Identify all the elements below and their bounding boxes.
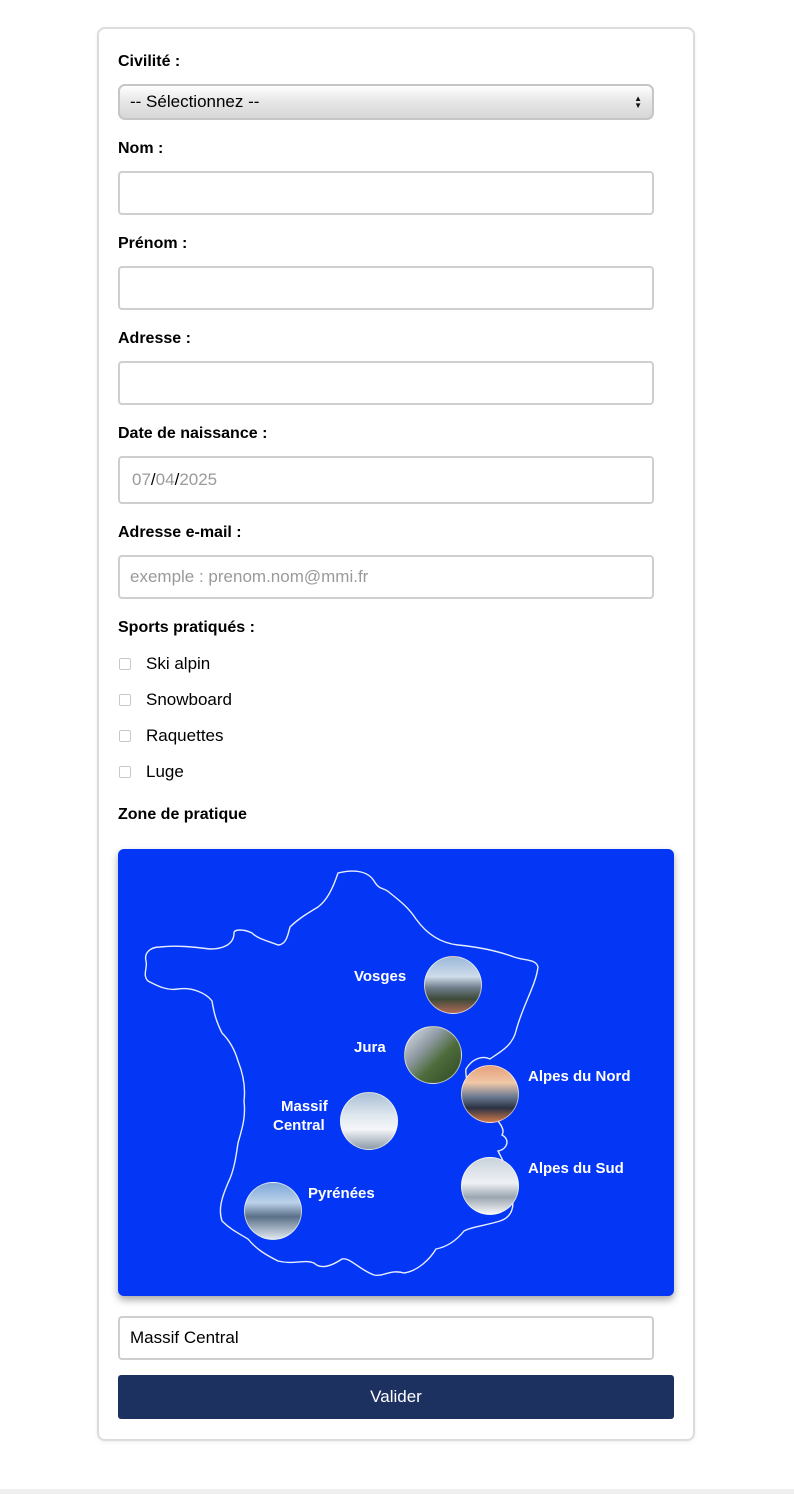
date-month[interactable]: 04 <box>155 470 175 489</box>
date-year[interactable]: 2025 <box>179 470 218 489</box>
prenom-input[interactable] <box>118 266 654 310</box>
adresse-label: Adresse : <box>118 330 191 347</box>
email-input[interactable] <box>118 555 654 599</box>
region-label-jura[interactable]: Jura <box>354 1039 386 1056</box>
sport-option-snowboard[interactable] <box>118 690 232 710</box>
date-separator: / <box>150 470 156 489</box>
pyrenees-photo[interactable] <box>244 1182 302 1240</box>
checkbox[interactable] <box>119 730 131 742</box>
massif-central-photo[interactable] <box>340 1092 398 1150</box>
email-label: Adresse e-mail : <box>118 524 242 541</box>
date-day[interactable]: 07 <box>132 470 151 489</box>
naissance-date-input[interactable] <box>118 456 654 504</box>
sport-option-luge[interactable] <box>118 762 184 782</box>
checkbox[interactable] <box>119 658 131 670</box>
jura-photo[interactable] <box>404 1026 462 1084</box>
nom-input[interactable] <box>118 171 654 215</box>
submit-button[interactable]: Valider <box>118 1375 674 1419</box>
region-label-alpes-du-nord[interactable]: Alpes du Nord <box>528 1068 631 1085</box>
sport-option-label: Luge <box>146 762 184 781</box>
sport-option-label: Ski alpin <box>146 654 211 673</box>
sport-option-raquettes[interactable] <box>118 726 224 746</box>
sport-option-ski-alpin[interactable] <box>118 654 210 674</box>
civilite-selected-value: -- Sélectionnez -- <box>130 92 260 111</box>
date-separator: / <box>174 470 180 489</box>
page-divider <box>0 1489 794 1494</box>
prenom-label: Prénom : <box>118 235 188 252</box>
select-arrows-icon: ▲ ▼ <box>634 94 642 110</box>
checkbox[interactable] <box>119 694 131 706</box>
zone-selected-input[interactable] <box>118 1316 654 1360</box>
france-ski-map[interactable] <box>118 849 674 1296</box>
sport-option-label: Raquettes <box>146 726 224 745</box>
region-label-alpes-du-sud[interactable]: Alpes du Sud <box>528 1160 624 1177</box>
nom-label: Nom : <box>118 140 164 157</box>
sport-option-label: Snowboard <box>146 690 233 709</box>
alpes-du-sud-photo[interactable] <box>461 1157 519 1215</box>
zone-label: Zone de pratique <box>118 806 247 823</box>
naissance-label: Date de naissance : <box>118 425 268 442</box>
checkbox[interactable] <box>119 766 131 778</box>
civilite-select[interactable] <box>118 84 654 120</box>
civilite-label: Civilité : <box>118 53 181 70</box>
region-label-pyrenees[interactable]: Pyrénées <box>308 1185 375 1202</box>
adresse-input[interactable] <box>118 361 654 405</box>
email-placeholder: exemple : prenom.nom@mmi.fr <box>130 567 369 586</box>
sports-label: Sports pratiqués : <box>118 619 255 636</box>
alpes-du-nord-photo[interactable] <box>461 1065 519 1123</box>
region-label-massif-line2[interactable]: Central <box>273 1117 325 1134</box>
zone-selected-value: Massif Central <box>130 1328 239 1347</box>
region-label-massif-line1[interactable]: Massif <box>281 1098 328 1115</box>
region-label-vosges[interactable]: Vosges <box>354 968 407 985</box>
vosges-photo[interactable] <box>424 956 482 1014</box>
